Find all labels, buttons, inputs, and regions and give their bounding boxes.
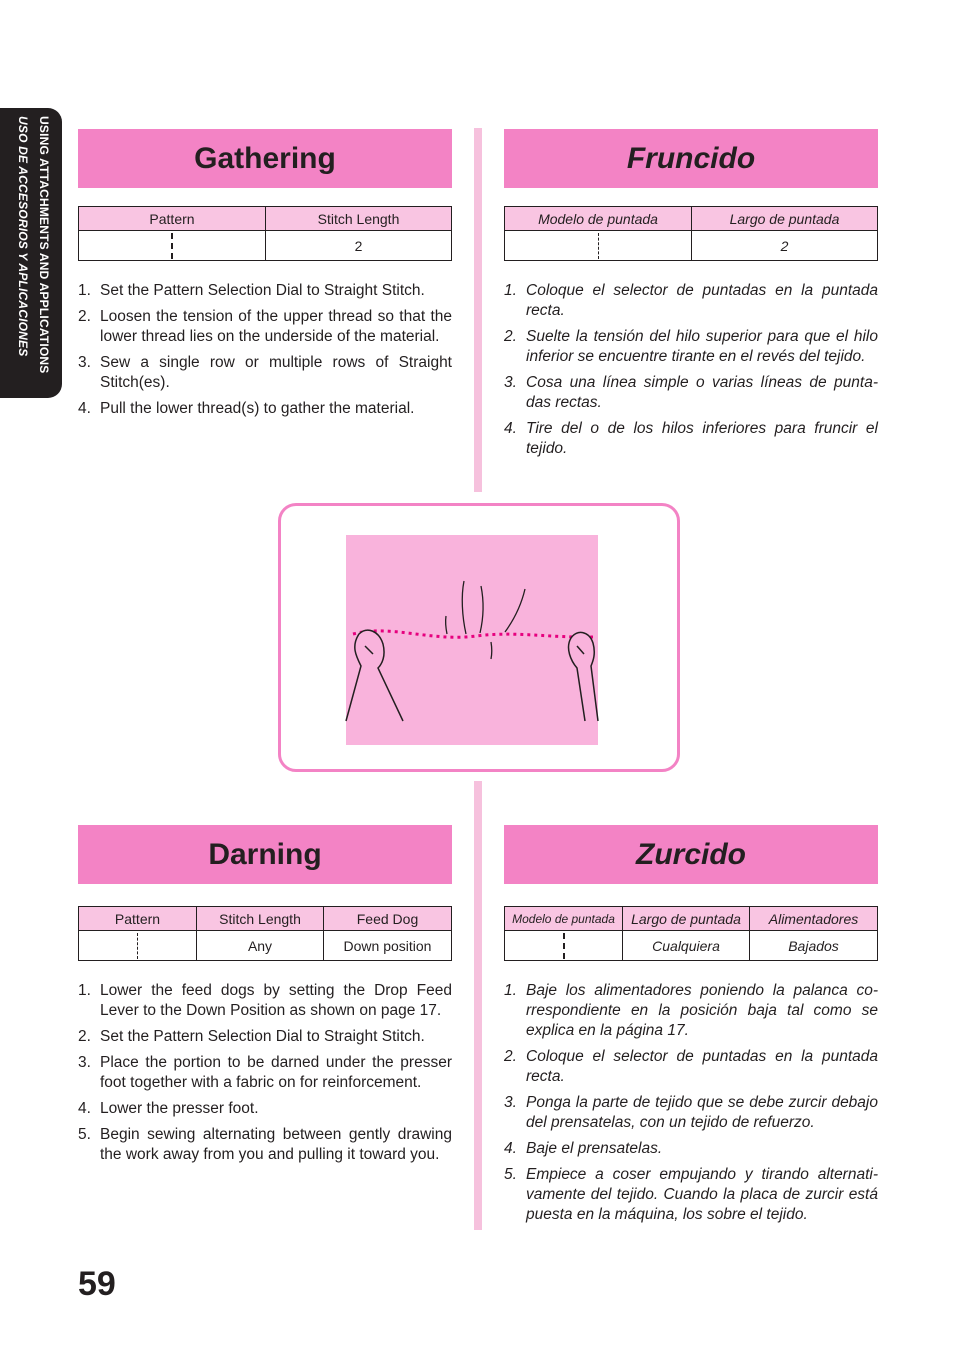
table-header: Largo de puntada — [623, 907, 750, 931]
table-cell: Bajados — [750, 931, 878, 961]
gathering-steps — [78, 281, 452, 425]
gathering-spec-table — [78, 206, 452, 261]
table-header: Largo de puntada — [692, 207, 878, 231]
list-item: 2. Coloque el selector de puntadas en la puntada recta. — [504, 1048, 878, 1085]
table-header: Stitch Length — [266, 207, 452, 231]
list-item: 4. Tire del o de los hilos inferiores para fruncir el tejido. — [504, 420, 878, 457]
zurcido-banner — [504, 825, 878, 884]
list-item: 3. Sew a single row or multiple rows of Straight Stitch(es). — [78, 354, 452, 391]
column-divider-top — [474, 128, 482, 492]
table-cell: 2 — [692, 231, 878, 261]
fruncido-steps — [504, 281, 878, 465]
gathering-title: Gathering — [194, 141, 336, 175]
gathering-banner — [78, 129, 452, 188]
straight-stitch-icon — [505, 231, 692, 261]
list-item: 3. Ponga la parte de tejido que se debe zurcir debajo del prensatelas, con un tejido de refuerzo. — [504, 1094, 878, 1131]
table-cell: Cualquiera — [623, 931, 750, 961]
gathered-fabric-illustration — [281, 506, 677, 769]
table-header: Modelo de puntada — [505, 207, 692, 231]
list-item: 3. Place the portion to be darned under the presser foot together with a fabric on for reinforcement. — [78, 1054, 452, 1091]
list-item: 4. Lower the presser foot. — [78, 1100, 259, 1117]
darning-banner — [78, 825, 452, 884]
list-item: 1. Baje los alimentadores poniendo la palanca co-rrespondiente en la posición baja tal como se explica en la página 17. — [504, 982, 878, 1039]
straight-stitch-icon — [79, 231, 266, 261]
side-tab-english: USING ATTACHMENTS AND APPLICATIONS — [37, 116, 51, 374]
table-header: Modelo de puntada — [505, 907, 623, 931]
list-item: 4. Pull the lower thread(s) to gather the material. — [78, 400, 415, 417]
list-item: 1. Coloque el selector de puntadas en la puntada recta. — [504, 282, 878, 319]
section-side-tab — [0, 108, 62, 398]
list-item: 3. Cosa una línea simple o varias líneas de punta-das rectas. — [504, 374, 878, 411]
list-item: 2. Suelte la tensión del hilo superior para que el hilo inferior se encuentre tirante en el revés del tejido. — [504, 328, 878, 365]
list-item: 5. Begin sewing alternating between gently drawing the work away from you and pulling it toward you. — [78, 1126, 452, 1163]
darning-steps — [78, 981, 452, 1171]
darning-title: Darning — [208, 837, 322, 871]
list-item: 1. Set the Pattern Selection Dial to Straight Stitch. — [78, 282, 425, 299]
darning-spec-table — [78, 906, 452, 961]
zurcido-steps — [504, 981, 878, 1231]
list-item: 2. Set the Pattern Selection Dial to Straight Stitch. — [78, 1028, 425, 1045]
zurcido-spec-table — [504, 906, 878, 961]
fruncido-spec-table — [504, 206, 878, 261]
table-header: Feed Dog — [324, 907, 452, 931]
table-header: Stitch Length — [197, 907, 324, 931]
side-tab-spanish: USO DE ACCESORIOS Y APLICACIONES — [16, 116, 30, 357]
straight-stitch-icon — [79, 931, 197, 961]
page-number: 59 — [78, 1265, 116, 1303]
list-item: 2. Loosen the tension of the upper thread so that the lower thread lies on the underside of the material. — [78, 308, 452, 345]
table-header: Pattern — [79, 207, 266, 231]
table-cell: 2 — [266, 231, 452, 261]
table-cell: Down position — [324, 931, 452, 961]
gathering-illustration — [278, 503, 680, 772]
list-item: 4. Baje el prensatelas. — [504, 1140, 663, 1157]
list-item: 1. Lower the feed dogs by setting the Drop Feed Lever to the Down Position as shown on page 17. — [78, 982, 452, 1019]
straight-stitch-icon — [505, 931, 623, 961]
column-divider-bottom — [474, 781, 482, 1230]
fruncido-title: Fruncido — [626, 141, 756, 175]
table-header: Alimentadores — [750, 907, 878, 931]
fruncido-banner — [504, 129, 878, 188]
zurcido-title: Zurcido — [636, 837, 746, 871]
list-item: 5. Empiece a coser empujando y tirando alternati-vamente del tejido. Cuando la placa de zurcir está puesta en la máquina, los sobre el tejido. — [504, 1166, 878, 1223]
table-header: Pattern — [79, 907, 197, 931]
table-cell: Any — [197, 931, 324, 961]
